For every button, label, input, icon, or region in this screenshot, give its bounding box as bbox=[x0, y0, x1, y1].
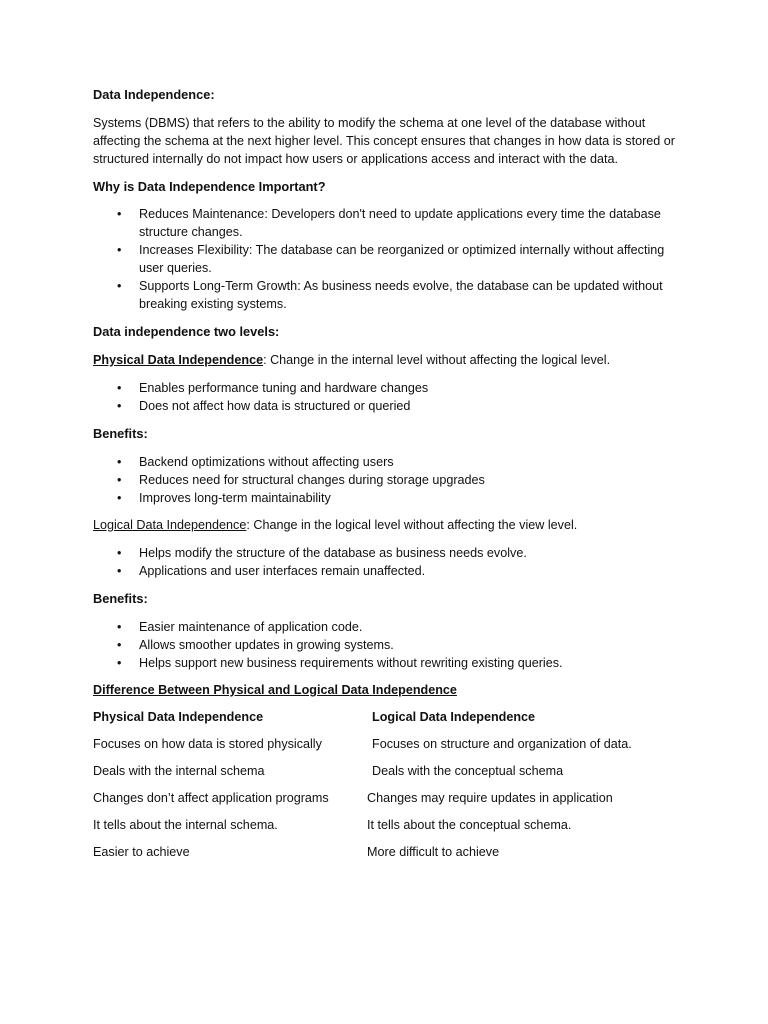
physical-term: Physical Data Independence bbox=[93, 353, 264, 367]
list-item: • Allows smoother updates in growing systems. bbox=[117, 638, 394, 652]
importance-list bbox=[93, 205, 683, 313]
physical-cell: Focuses on how data is stored physically bbox=[93, 737, 322, 751]
bullet-icon: • bbox=[117, 455, 122, 469]
logical-benefits-heading: Benefits: bbox=[93, 591, 148, 606]
table-row bbox=[93, 789, 683, 807]
logical-cell: More difficult to achieve bbox=[367, 845, 500, 859]
comparison-header-row bbox=[93, 708, 683, 726]
physical-cell: Easier to achieve bbox=[93, 845, 190, 859]
list-item: • Easier maintenance of application code. bbox=[117, 620, 363, 634]
logical-list bbox=[93, 544, 683, 580]
bullet-icon: • bbox=[117, 656, 122, 670]
list-item: • Increases Flexibility: The database can be reorganized or optimized internally without affecting user queries. bbox=[117, 243, 665, 275]
document-page bbox=[93, 86, 683, 861]
heading-two-levels: Data independence two levels: bbox=[93, 324, 280, 339]
list-item: • Backend optimizations without affecting users bbox=[117, 455, 394, 469]
logical-cell: Changes may require updates in application bbox=[367, 791, 613, 805]
heading-why-important: Why is Data Independence Important? bbox=[93, 179, 326, 194]
logical-definition bbox=[93, 516, 683, 534]
logical-cell: Deals with the conceptual schema bbox=[372, 764, 564, 778]
table-row bbox=[93, 762, 683, 780]
list-item: • Supports Long-Term Growth: As business needs evolve, the database can be updated without breaking existing systems. bbox=[117, 279, 663, 311]
bullet-icon: • bbox=[117, 491, 122, 505]
table-row bbox=[93, 843, 683, 861]
physical-definition-text: : Change in the internal level without affecting the logical level. bbox=[263, 353, 611, 367]
table-row bbox=[93, 816, 683, 834]
physical-definition bbox=[93, 351, 683, 369]
logical-definition-text: : Change in the logical level without affecting the view level. bbox=[246, 518, 578, 532]
bullet-icon: • bbox=[117, 473, 122, 487]
list-item: • Reduces need for structural changes during storage upgrades bbox=[117, 473, 485, 487]
bullet-icon: • bbox=[117, 207, 122, 221]
bullet-icon: • bbox=[117, 381, 122, 395]
list-item: • Improves long-term maintainability bbox=[117, 491, 331, 505]
list-item: • Applications and user interfaces remain unaffected. bbox=[117, 564, 426, 578]
physical-cell: Changes don’t affect application programs bbox=[93, 791, 329, 805]
list-item: • Enables performance tuning and hardware changes bbox=[117, 381, 429, 395]
logical-benefits-list bbox=[93, 618, 683, 672]
physical-benefits-list bbox=[93, 453, 683, 507]
physical-cell: Deals with the internal schema bbox=[93, 764, 265, 778]
col-header-physical: Physical Data Independence bbox=[93, 710, 264, 724]
physical-benefits-heading: Benefits: bbox=[93, 426, 148, 441]
comparison-heading: Difference Between Physical and Logical Data Independence bbox=[93, 683, 457, 697]
bullet-icon: • bbox=[117, 399, 122, 413]
physical-cell: It tells about the internal schema. bbox=[93, 818, 278, 832]
heading-data-independence: Data Independence: bbox=[93, 87, 215, 102]
bullet-icon: • bbox=[117, 638, 122, 652]
bullet-icon: • bbox=[117, 279, 122, 293]
logical-term: Logical Data Independence bbox=[93, 518, 247, 532]
list-item: • Does not affect how data is structured or queried bbox=[117, 399, 411, 413]
list-item: • Reduces Maintenance: Developers don't need to update applications every time the database structure changes. bbox=[117, 207, 661, 239]
intro-paragraph: Systems (DBMS) that refers to the ability to modify the schema at one level of the database without affecting the schema at the next higher level. This concept ensures that changes in how data is stored or structured internally do not impact how users or applications access and interact with the data. bbox=[93, 116, 675, 166]
table-row bbox=[93, 735, 683, 753]
bullet-icon: • bbox=[117, 620, 122, 634]
logical-cell: It tells about the conceptual schema. bbox=[367, 818, 572, 832]
bullet-icon: • bbox=[117, 546, 122, 560]
bullet-icon: • bbox=[117, 564, 122, 578]
logical-cell: Focuses on structure and organization of data. bbox=[372, 737, 632, 751]
bullet-icon: • bbox=[117, 243, 122, 257]
list-item: • Helps modify the structure of the database as business needs evolve. bbox=[117, 546, 527, 560]
list-item: • Helps support new business requirements without rewriting existing queries. bbox=[117, 656, 563, 670]
col-header-logical: Logical Data Independence bbox=[372, 710, 536, 724]
physical-list bbox=[93, 379, 683, 415]
